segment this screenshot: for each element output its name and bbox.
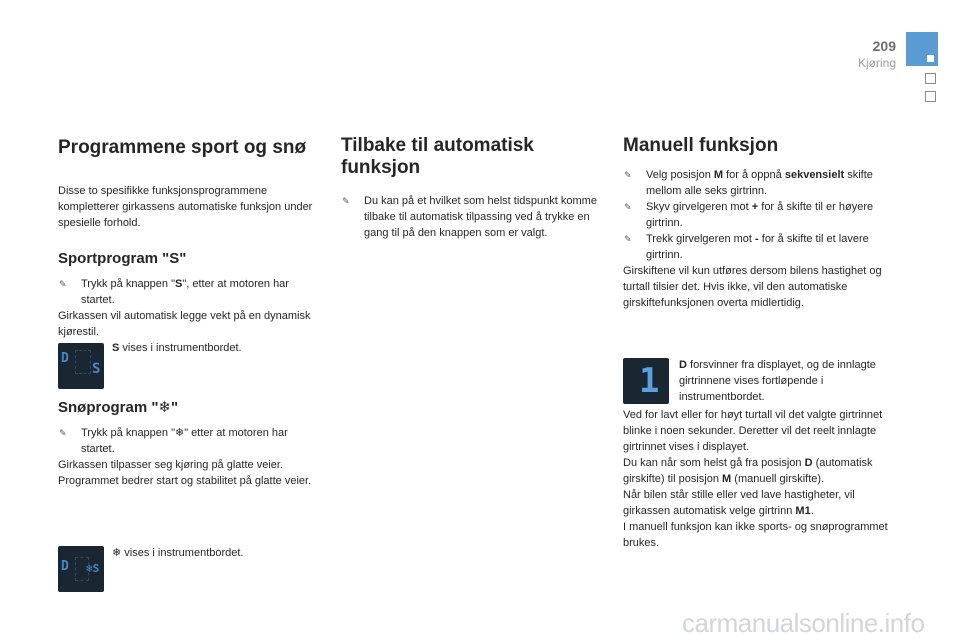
snow-section	[58, 398, 320, 489]
bullet-icon: ✎	[342, 196, 350, 206]
section-heading: Manuell funksjon	[623, 135, 779, 156]
limitation-text: I manuell funksjon kan ikke sports- og snøprogrammet brukes.	[623, 521, 888, 549]
snow-display-image: D ❄S	[58, 546, 104, 592]
watermark: carmanualsonline.info	[682, 608, 925, 638]
switch-text: Du kan når som helst gå fra posisjon D (automatisk girskifte) til posisjon M (manuell girskifte).	[623, 457, 873, 485]
sport-display-image: D S	[58, 343, 104, 389]
page-number: 209	[872, 38, 896, 54]
list-item: ✎ Trekk girvelgeren mot - for å skifte til et lavere girtrinn.	[624, 233, 869, 261]
section-title: Kjøring	[857, 56, 896, 70]
sport-caption: S vises i instrumentbordet.	[112, 342, 242, 354]
bullet-icon: ✎	[59, 428, 67, 438]
sport-heading: Sportprogram "S"	[58, 250, 187, 267]
bullet-icon: ✎	[624, 234, 632, 244]
manual-text: Girskiftene vil kun utføres dersom bilens hastighet og turtall tilsier det. Hvis ikke, vil den automatiske girskiftefunksjonen overta midlertidig.	[623, 265, 882, 309]
section-heading: Programmene sport og snø	[58, 137, 307, 158]
column-back-to-auto	[341, 132, 603, 241]
chapter-box-icon	[925, 73, 936, 84]
list-item: ✎ Skyv girvelgeren mot + for å skifte til er høyere girtrinn.	[624, 201, 874, 229]
blink-text: Ved for lavt eller for høyt turtall vil det valgte girtrinnet blinke i noen sekunder. Deretter vil det reelt innlagte girtrinnet vises i displayet.	[623, 409, 883, 453]
manual-display-image: 1	[623, 358, 669, 404]
list-item: ✎ Trykk på knappen "❄" etter at motoren har startet.	[59, 427, 288, 455]
bullet-icon: ✎	[624, 202, 632, 212]
snow-caption: ❄ vises i instrumentbordet.	[112, 547, 244, 559]
intro-text: Disse to spesifikke funksjonsprogrammene kompletterer girkassens automatiske funksjon under spesielle forhold.	[58, 185, 313, 229]
snow-heading: Snøprogram "❄"	[58, 399, 179, 416]
section-heading: Tilbake til automatisk funksjon	[341, 135, 534, 178]
list-item: ✎ Trykk på knappen "S", etter at motoren har startet.	[59, 278, 289, 306]
column-manual	[623, 132, 888, 311]
list-item: ✎ Velg posisjon M for å oppnå sekvensielt skifte mellom alle seks girtrinn.	[624, 169, 873, 197]
tab-marker-icon	[927, 55, 934, 62]
manual-caption: D forsvinner fra displayet, og de innlagte girtrinnene vises fortløpende i instrumentbordet.	[679, 359, 876, 403]
sport-text: Girkassen vil automatisk legge vekt på en dynamisk kjørestil.	[58, 310, 311, 338]
chapter-tab	[906, 32, 938, 66]
chapter-box-icon	[925, 91, 936, 102]
snow-text: Girkassen tilpasser seg kjøring på glatte veier. Programmet bedrer start og stabilitet på glatte veier.	[58, 459, 312, 487]
bullet-icon: ✎	[624, 170, 632, 180]
manual-details	[623, 407, 888, 551]
bullet-icon: ✎	[59, 279, 67, 289]
list-item: ✎ Du kan på et hvilket som helst tidspunkt komme tilbake til automatisk tilpassing ved å trykke en gang til på den knappen som er valgt.	[342, 195, 597, 239]
segment-digit-icon	[75, 350, 91, 374]
column-sport-snow	[58, 132, 320, 340]
standstill-text: Når bilen står stille eller ved lave hastigheter, vil girkassen automatisk velge girtrinn M1.	[623, 489, 855, 517]
